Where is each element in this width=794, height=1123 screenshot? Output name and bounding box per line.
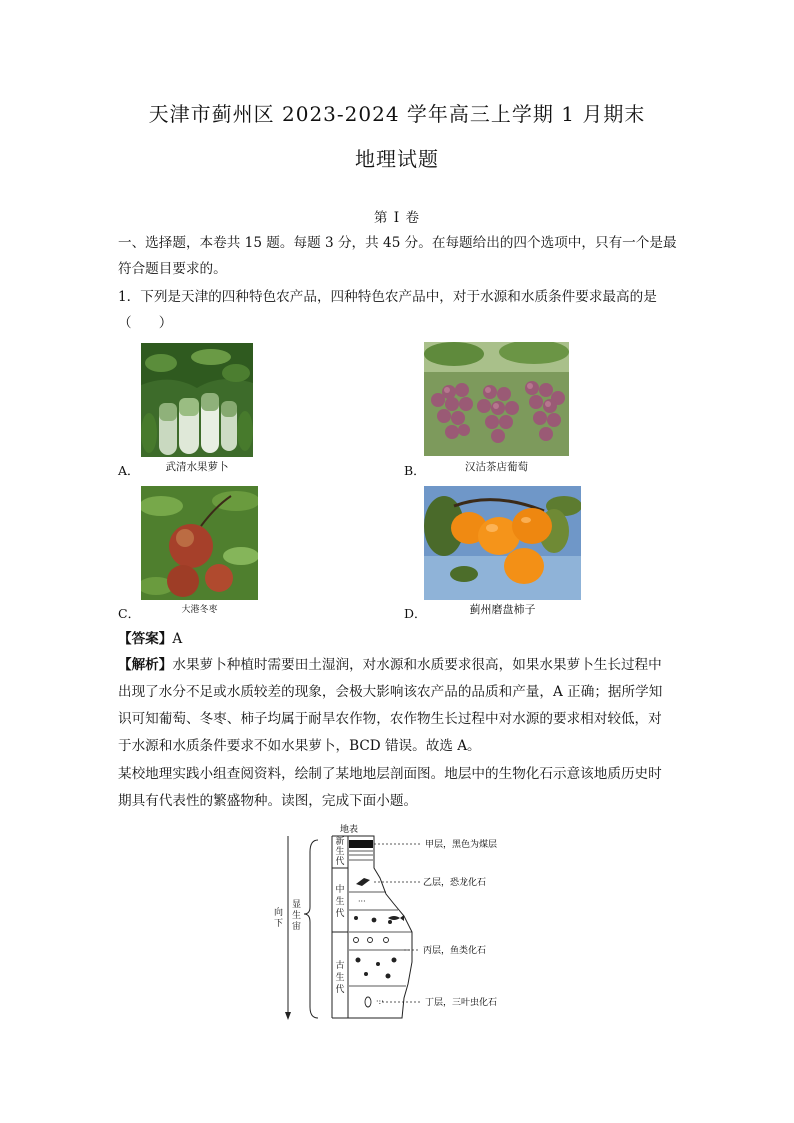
strata-diagram-svg — [270, 822, 510, 1022]
analysis-line-4: 于水源和水质条件要求不如水果萝卜，BCD 错误。故选 A。 — [118, 738, 481, 754]
svg-text:·:·: ·:· — [376, 997, 384, 1006]
page-title: 天津市蓟州区 2023-2024 学年高三上学期 1 月期末 — [148, 102, 646, 126]
option-c-caption: 大港冬枣 — [181, 605, 218, 615]
answer-line — [118, 626, 678, 652]
answer-label: 【答案】 — [118, 631, 173, 647]
analysis-line-1 — [118, 652, 678, 678]
option-a-caption: 武清水果萝卜 — [165, 461, 229, 473]
eon-label: 显生宙 — [292, 900, 302, 932]
layer-label-ding: 丁层，三叶虫化石 — [425, 998, 498, 1008]
trilobite-fossil — [365, 997, 371, 1007]
option-b-letter: B． — [404, 463, 426, 478]
group-intro-line-2: 期具有代表性的繁盛物种。读图，完成下面小题。 — [118, 793, 418, 809]
volume-heading: 第 I 卷 — [373, 210, 421, 226]
strata-column — [348, 836, 412, 1018]
era-label-paleozoic: 古生代 — [335, 961, 345, 995]
option-a-letter: A． — [118, 463, 140, 478]
era-label-mesozoic: 中生代 — [335, 885, 345, 919]
jujube-photo — [141, 486, 258, 600]
group-intro-line-1: 某校地理实践小组查阅资料，绘制了某地地层剖面图。地层中的生物化石示意该地质历史时 — [118, 766, 662, 782]
radish-photo — [141, 343, 253, 457]
answer-value: A — [172, 631, 183, 647]
grape-photo — [424, 342, 569, 456]
analysis-line-3: 识可知葡萄、冬枣、柿子均属于耐旱农作物，农作物生长过程中对水源的要求相对较低，对 — [118, 711, 662, 727]
layer-label-yi: 乙层，恐龙化石 — [423, 878, 487, 888]
era-label-cenozoic: 新生代 — [335, 837, 345, 867]
dinosaur-fossil — [356, 878, 370, 886]
persimmon-photo — [424, 486, 581, 600]
option-c-letter: C． — [118, 606, 141, 621]
analysis-label: 【解析】 — [118, 657, 173, 673]
analysis-text-1: 水果萝卜种植时需要田土湿润，对水源和水质要求很高，如果水果萝卜生长过程中 — [172, 657, 662, 673]
layer-jia-coal — [349, 840, 373, 848]
instructions-line-2: 符合题目要求的。 — [118, 261, 227, 277]
surface-label: 地表 — [340, 825, 359, 835]
layer-label-bing: 丙层，鱼类化石 — [423, 946, 487, 956]
option-d-letter: D． — [404, 606, 427, 621]
svg-text:···: ··· — [358, 897, 366, 906]
analysis-line-2: 出现了水分不足或水质较差的现象，会极大影响该农产品的品质和产量，A 正确；据所学知 — [118, 684, 663, 700]
eon-brace — [304, 840, 318, 1018]
strata-diagram — [270, 822, 510, 1022]
instructions-line-1: 一、选择题，本卷共 15 题。每题 3 分，共 45 分。在每题给出的四个选项中，只有一个是最 — [118, 235, 677, 251]
option-d-caption: 蓟州磨盘柿子 — [469, 603, 536, 616]
layer-label-jia: 甲层，黑色为煤层 — [425, 840, 498, 850]
direction-label: 向下 — [274, 908, 284, 929]
question-1-stem: 1．下列是天津的四种特色农产品，四种特色农产品中，对于水源和水质条件要求最高的是 — [118, 289, 657, 305]
page-subtitle: 地理试题 — [355, 147, 439, 171]
question-1-blank: （ ） — [118, 315, 173, 331]
downward-arrow-head — [285, 1012, 291, 1020]
option-b-caption: 汉沽茶店葡萄 — [465, 461, 528, 473]
